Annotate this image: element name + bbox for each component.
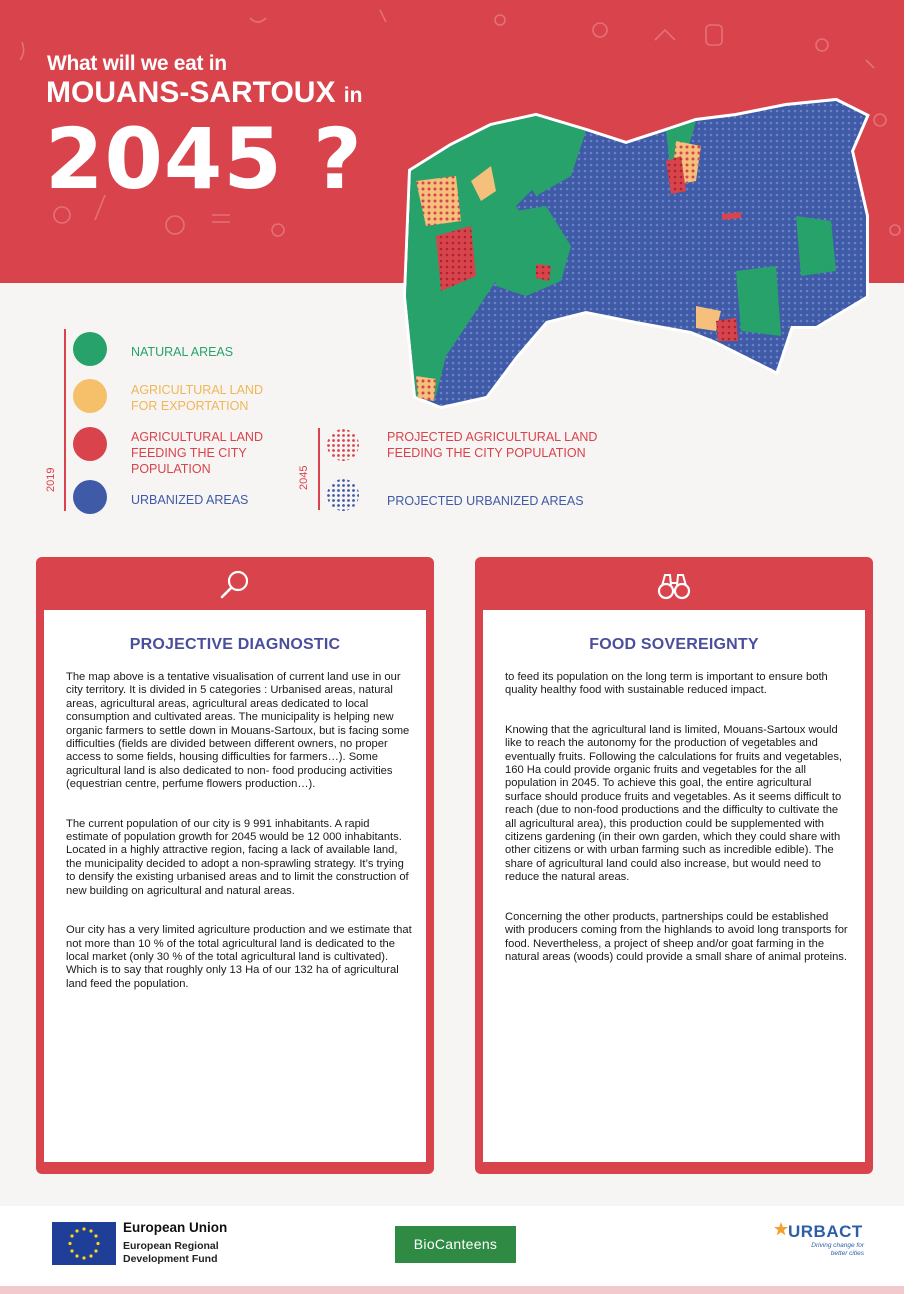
legend-swatch-export [73,379,107,413]
land-use-map [396,96,874,410]
paragraph: Concerning the other products, partnerships could be established with producers coming from the highlands to avoid long transports for food. Nevertheless, a project of sheep and/or goat farming in the natural areas (woods) could provide a small share of animal proteins. [505,910,848,963]
legend-label-projected-agri: PROJECTED AGRICULTURAL LAND FEEDING THE CITY POPULATION [387,430,598,460]
legend-label-urban: URBANIZED AREAS [131,493,249,507]
card-food-sovereignty [475,557,873,1174]
footer-strip [0,1286,904,1294]
legend-year-2019: 2019 [45,467,57,492]
legend-label-projected-urban: PROJECTED URBANIZED AREAS [387,494,584,508]
card-projective-diagnostic [36,557,434,1174]
legend-bracket-2019 [64,329,66,511]
legend-bracket-2045 [318,428,320,510]
eu-title: European Union [123,1220,228,1235]
legend-swatch-projected-urban [326,478,360,512]
page-edge [904,0,914,1294]
city-name: MOUANS-SARTOUX [46,76,336,109]
title-in: in [343,84,363,107]
legend-swatch-natural [73,332,107,366]
card-text [66,671,412,1017]
map-agri-local-5 [716,318,738,341]
urbact-logo: URBACT [788,1222,863,1241]
footer-logos [0,1206,904,1286]
urbact-tagline: Driving change for better cities [811,1242,864,1257]
card-title: PROJECTIVE DIAGNOSTIC [129,636,341,653]
biocanteens-logo: BioCanteens [395,1226,516,1263]
map-agri-local-3 [536,264,551,281]
paragraph: Knowing that the agricultural land is limited, Mouans-Sartoux would like to reach the autonomy for the production of vegetables and eventually fruits. Following the calculations for fruits and vegetables, 160 Ha could provide organic fruits and vegetables for the all population in 2045. To achieve this goal, the entire agricultural surface should produce fruits and vegetables. As it seems difficult to reach (due to non-food productions and the difficulty to cultivate the all agricultural area), this production could be supplemented with citizens gardening (in their own garden, which they could share with other citizens or with urban farming such as incredible edible). The share of agricultural land could also increase, but would need to reduce the natural areas. [505,723,843,884]
legend-year-2045: 2045 [298,465,310,490]
binoculars-icon [656,567,692,603]
map-agri-export-5 [416,376,436,401]
legend-label-export: AGRICULTURAL LAND FOR EXPORTATION [131,383,263,413]
eu-subtitle: European Regional Development Fund [123,1240,219,1265]
paragraph: Our city has a very limited agriculture production and we estimate that not more than 10 % of the total agricultural land is dedicated to the local market (only 30 % of the total agricultural land is cultivated). Which is to say that roughly only 13 Ha of our 132 ha of agricultural land feed the population. [66,924,412,990]
map-natural-area-east2 [736,266,781,336]
title-year: 2045 ? [45,110,363,208]
map-natural-area-east1 [796,216,836,276]
paragraph: to feed its population on the long term is important to ensure both quality healthy food with sustainable reduced impact. [505,671,828,697]
magnifier-icon [217,567,253,603]
legend-swatch-projected-agri [326,428,360,462]
title-city [46,76,362,110]
paragraph: The current population of our city is 9 991 inhabitants. A rapid estimate of population growth for 2045 would be 12 000 inhabitants. Located in a highly attractive region, facing a lack of available land, the municipality decided to adopt a non-sprawling strategy. It’s trying to densify the existing urbanised areas and to limit the construction of new building on agricultural and natural areas. [66,817,409,897]
legend-label-natural: NATURAL AREAS [131,345,234,359]
title-line1: What will we eat in [47,52,227,75]
legend-swatch-urban [73,480,107,514]
card-text [505,671,851,990]
urbact-star-icon [774,1222,788,1236]
card-body-panel [483,610,865,1162]
legend-label-local: AGRICULTURAL LAND FEEDING THE CITY POPULATION [131,430,263,476]
legend-swatch-local [73,427,107,461]
eu-flag-icon [52,1222,116,1265]
card-title: FOOD SOVEREIGNTY [589,636,759,653]
card-body-panel [44,610,426,1162]
paragraph: The map above is a tentative visualisation of current land use in our city territory. It is divided in 5 categories : Urbanised areas, natural areas, agricultural areas, agricultural areas dedicated to local consumption and cultivated areas. The municipality is helping new organic farmers to settle down in Mouans-Sartoux, but is facing some difficulties (fields are divided between different owners, no proper access to some fields, housing difficulties for farmers…). Some agricultural land is also dedicated to non- food producing activities (equestrian centre, perfume flowers production…). [66,671,410,791]
